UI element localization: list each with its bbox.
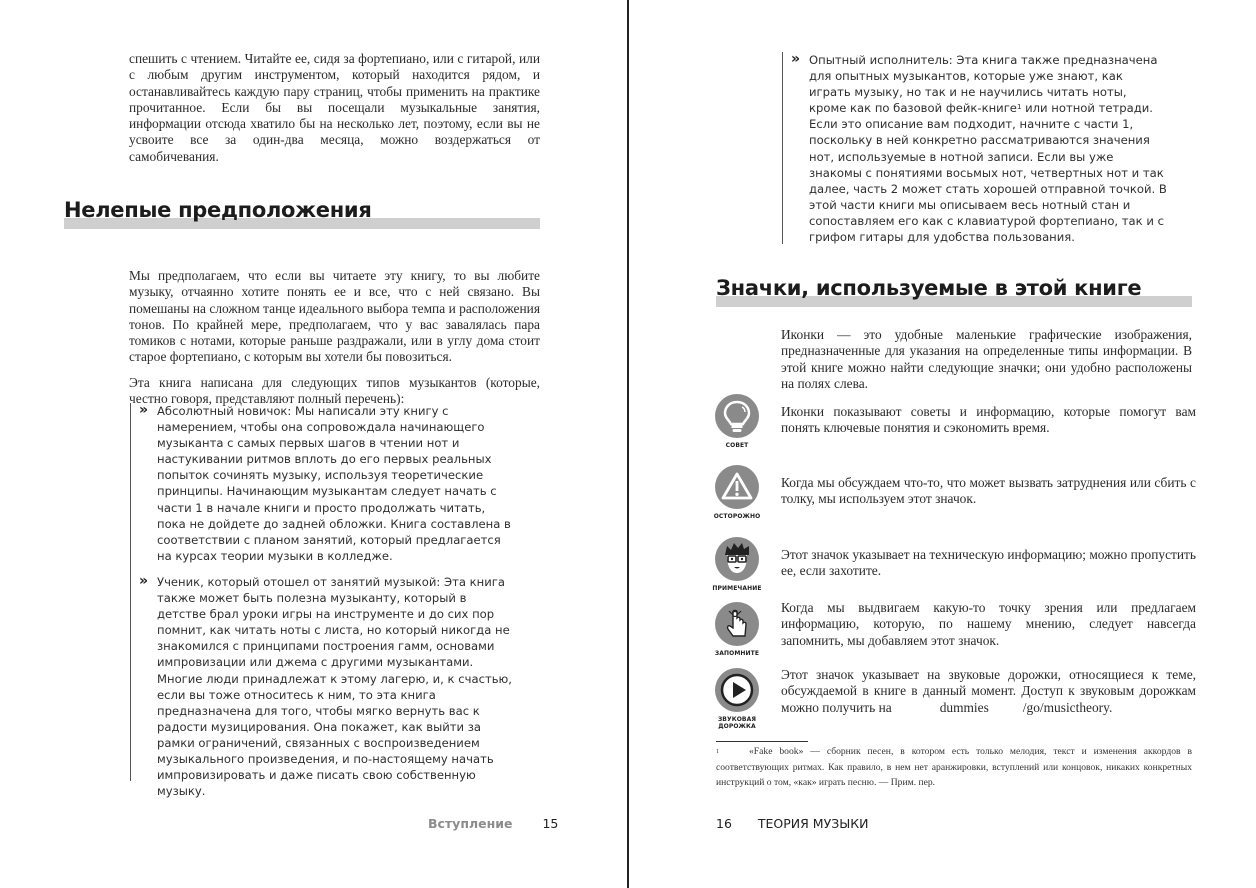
page-number: 15 <box>542 816 559 831</box>
folio-book-title: ТЕОРИЯ МУЗЫКИ <box>757 816 869 831</box>
paragraph: Эта книга написана для следующих типов музыкантов (которые, честно говоря, представляют полный перечень): <box>129 374 540 407</box>
paragraph: Мы предполагаем, что если вы читаете эту книгу, то вы любите музыку, отчаянно хотите понять ее и все, что с ней связано. Вы помешаны на сложном танце идеального выбора темпа и расположения тонов. По крайней мере, предполагаем, что у вас завалялась пара томиков с нотами, которые раньше раздражали, или в углу дома стоит старое фортепиано, с которым вы хотели бы повозиться. <box>129 268 540 365</box>
url-path[interactable]: /go/musictheory. <box>1022 699 1113 715</box>
intro-text: спешить с чтением. Читайте ее, сидя за фортепиано, или с гитарой, или с любым другим инструментом, который находится рядом, и останавливайтесь каждую пару страниц, чтобы применить на практике прочитанное. Если бы вы посещали музыкальные занятия, информации отсюда хватило бы на несколько лет, поэтому, если вы не усвоите все за один-два месяца, можно воздержаться от самобичевания. <box>129 51 540 164</box>
bullet-text: Опытный исполнитель: Эта книга также предназначена для опытных музыкантов, которые уже знают, как играть музыку, но так и не научились читать ноты, кроме как по базовой фейк-книге <box>809 53 1158 116</box>
icon-label: ПРИМЕЧАНИЕ <box>712 585 762 592</box>
bullet-chevron-icon: » <box>139 572 149 589</box>
icon-label: ОСТОРОЖНО <box>713 513 761 520</box>
bullet-text: Ученик, который отошел от занятий музыкой: Эта книга также может быть полезна музыканту, который в детстве брал уроки игры на инструменте и до сих пор помнит, как читать ноты с листа, но который никогда не знакомился с принципами построения гамм, основами импровизации или джема с другими музыкантами. Многие люди принадлежат к этому лагерю, и, к счастью, если вы тоже относитесь к ним, то эта книга предназначена для того, чтобы мягко вернуть вас к радости музицирования. Она покажет, как выйти за рамки ограничений, связанных с воспроизведением музыкального произведения, и по-настоящему начать импровизировать и даже писать свою собственную музыку. <box>157 574 512 799</box>
footnote-text: «Fake book» — сборник песен, в котором есть только мелодия, текст и изменения аккордов в соответствующих ритмах. Как правило, в нем нет аранжировки, вступлений или концовок, никаких конкретных инструкций о том, «как» играть песню. — Прим. пер. <box>716 746 1192 788</box>
icon-badge <box>712 394 762 449</box>
url-domain[interactable]: dummies <box>939 699 989 715</box>
icon-description: Этот значок указывает на техническую информацию; можно пропустить ее, если захотите. <box>781 547 1196 579</box>
icon-description: Иконки показывают советы и информацию, которые помогут вам понять ключевые понятия и сэкономить время. <box>781 404 1196 436</box>
dummies-guy-icon <box>715 537 759 581</box>
left-bullet-list <box>130 402 519 799</box>
icon-row-audio <box>712 668 1196 728</box>
bullet-item <box>783 52 1167 245</box>
icon-description-text: Этот значок указывает на звуковые дорожки, относящиеся к теме, обсуждаемой в книге в данный момент. Доступ к звуковым дорожкам можно получить на <box>781 667 1196 715</box>
icons-intro <box>781 327 1192 392</box>
finger-string-icon <box>715 602 759 646</box>
paragraph: Иконки — это удобные маленькие графические изображения, предназначенные для указания на определенные типы информации. В этой книге можно найти следующие значки; они удобно расположены на полях слева. <box>781 327 1192 391</box>
heading-text: Значки, используемые в этой книге <box>716 276 1142 300</box>
bullet-item <box>131 403 519 564</box>
footnote-number: 1 <box>716 749 719 755</box>
right-section-heading <box>716 276 1192 308</box>
icon-row-technical <box>712 537 1196 597</box>
icon-row-warning <box>712 465 1196 525</box>
icon-label: СОВЕТ <box>725 442 749 449</box>
icon-label: ЗВУКОВАЯ ДОРОЖКА <box>717 716 757 730</box>
icon-row-remember <box>712 602 1196 662</box>
folio-section-name: Вступление <box>428 816 513 831</box>
bullet-chevron-icon: » <box>139 402 149 418</box>
lightbulb-icon <box>715 394 759 438</box>
left-intro-paragraph <box>129 51 540 165</box>
bullet-text: Абсолютный новичок: Мы написали эту книгу с намерением, чтобы она сопровождала начинающего музыканта с самых первых шагов в чтении нот и настукивании ритмов вплоть до его первых реальных попыток сочинять музыку, используя теоретические принципы. Начинающим музыкантам следует начать с части 1 в начале книги и просто продолжать читать, пока не дойдете до задней обложки. Книга составлена в соответствии с планом занятий, который предлагается на курсах теории музыки в колледже. <box>157 404 511 563</box>
icon-badge <box>712 465 762 520</box>
bullet-item <box>131 574 519 799</box>
footnote <box>716 744 1192 791</box>
bullet-text-continued: или нотной тетради. Если это описание вам подходит, начните с части 1, поскольку в ней конкретно рассматриваются значения нот, используемые в нотной записи. Если вы уже знакомы с понятиями восьмых нот, четвертных нот и так далее, часть 2 может стать хорошей отправной точкой. В этой части книги мы описываем весь нотный стан и сопоставляем его как с клавиатурой фортепиано, так и с грифом гитары для удобства пользования. <box>809 101 1167 245</box>
left-section-heading <box>64 198 540 230</box>
right-folio <box>716 816 868 831</box>
icon-row-tip <box>712 394 1196 454</box>
left-body <box>129 268 540 407</box>
bullet-chevron-icon: » <box>791 51 801 67</box>
icon-badge <box>712 668 762 730</box>
heading-text: Нелепые предположения <box>64 198 372 222</box>
icon-badge <box>712 602 762 657</box>
play-icon[interactable] <box>715 668 759 712</box>
page-number: 16 <box>716 816 732 831</box>
icon-badge <box>712 537 762 592</box>
icon-description: Когда мы выдвигаем какую-то точку зрения или предлагаем информацию, которую, по нашему мнению, следует навсегда запомнить, мы добавляем этот значок. <box>781 600 1196 648</box>
icon-description <box>781 667 1196 716</box>
page-spread-divider <box>627 0 629 888</box>
icon-label: ЗАПОМНИТЕ <box>714 650 760 657</box>
icon-description: Когда мы обсуждаем что-то, что может вызвать затруднения или сбить с толку, мы используем этот значок. <box>781 475 1196 507</box>
right-bullet-list <box>782 52 1167 244</box>
warning-triangle-icon <box>715 465 759 509</box>
left-folio <box>428 816 558 831</box>
footnote-reference[interactable]: 1 <box>1016 103 1022 112</box>
footnote-rule <box>716 741 808 742</box>
